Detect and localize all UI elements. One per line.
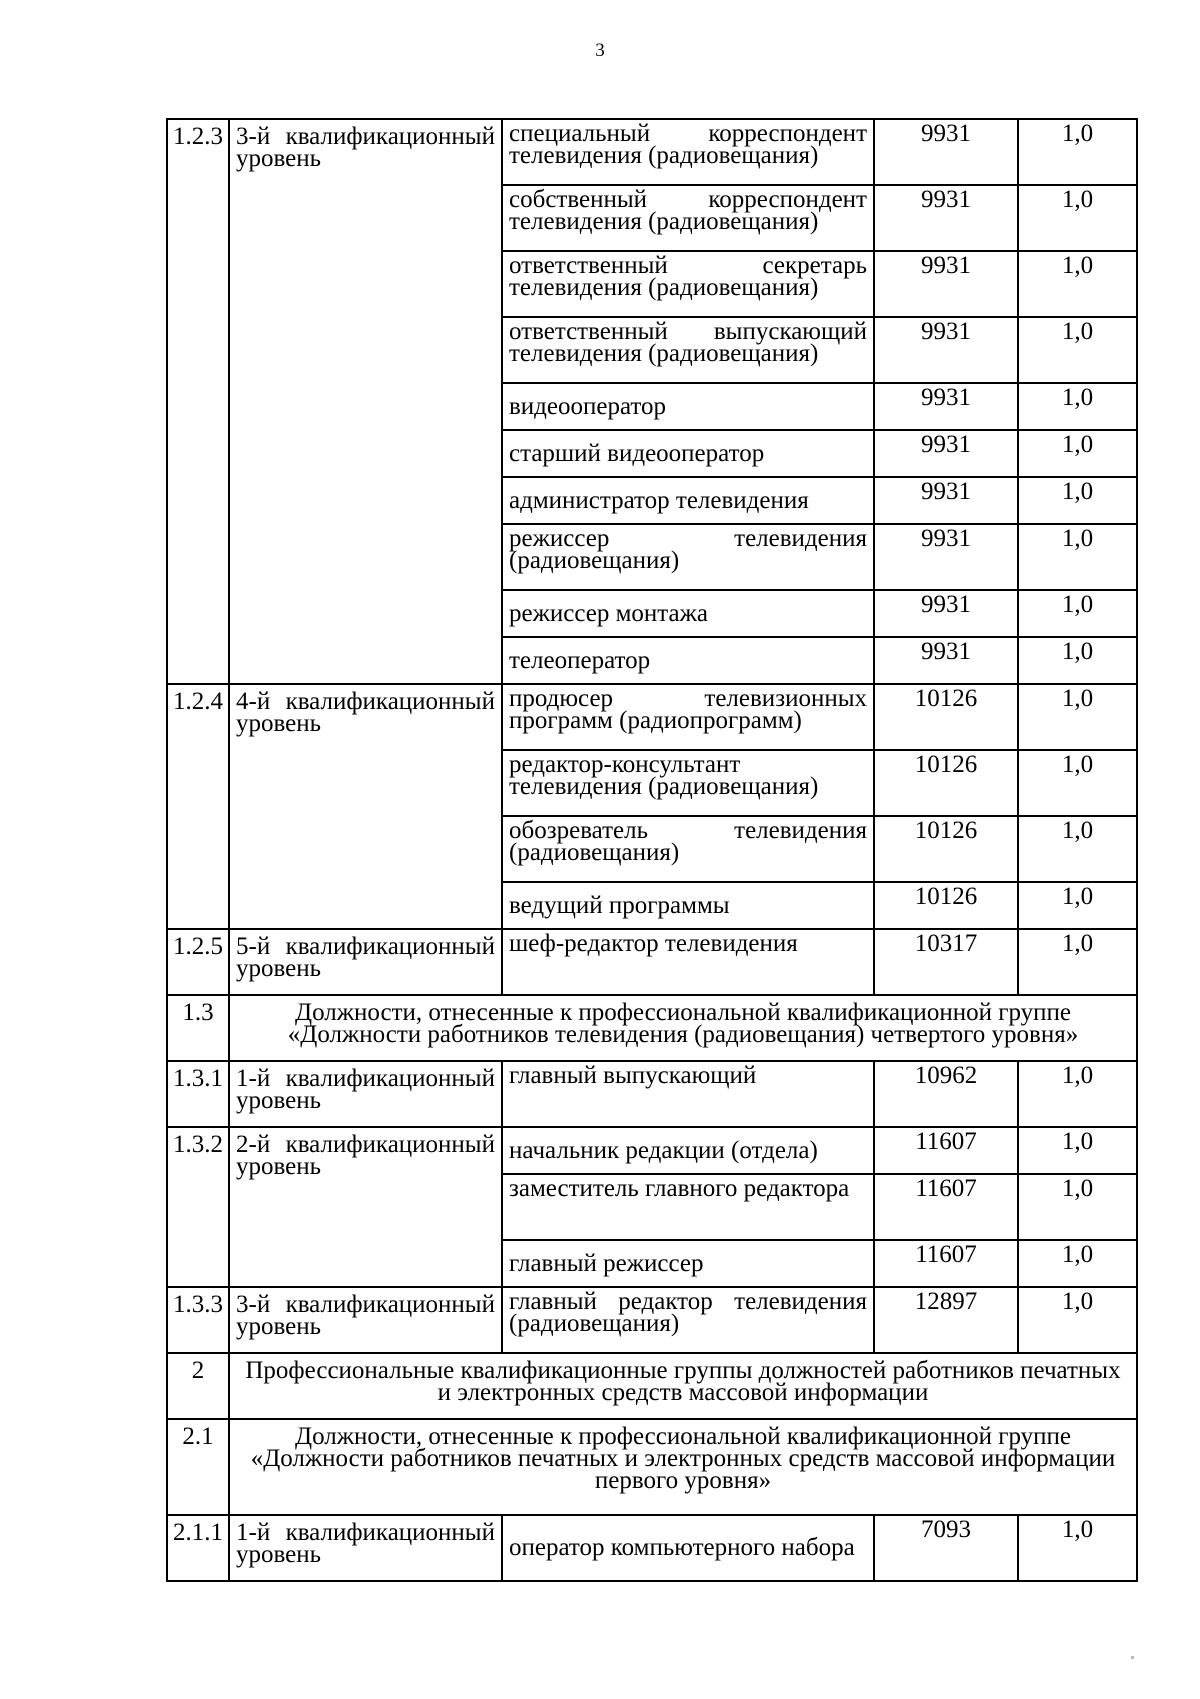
coefficient-cell: 1,0 bbox=[1018, 929, 1137, 995]
table-row bbox=[167, 1061, 1137, 1127]
coefficient-cell: 1,0 bbox=[1018, 383, 1137, 430]
table-row bbox=[167, 1287, 1137, 1353]
position-cell: специальный корреспондент телевидения (радиовещания) bbox=[502, 119, 874, 185]
position-cell: заместитель главного редактора bbox=[502, 1174, 874, 1240]
salary-cell: 9931 bbox=[874, 383, 1018, 430]
group-title-cell: Должности, отнесенные к профессиональной квалификационной группе «Должности работников печатных и электронных средств массовой информации первого уровня» bbox=[229, 1419, 1137, 1515]
qualification-level-cell: 2-й квалификационный уровень bbox=[229, 1127, 502, 1287]
coefficient-cell: 1,0 bbox=[1018, 750, 1137, 816]
coefficient-cell: 1,0 bbox=[1018, 1240, 1137, 1287]
qualification-level-cell: 3-й квалификационный уровень bbox=[229, 119, 502, 684]
level-code-cell: 1.2.5 bbox=[167, 929, 229, 995]
coefficient-cell: 1,0 bbox=[1018, 524, 1137, 590]
salary-cell: 9931 bbox=[874, 590, 1018, 637]
salary-cell: 11607 bbox=[874, 1127, 1018, 1174]
page-number: 3 bbox=[595, 40, 605, 61]
table-body bbox=[167, 119, 1137, 1581]
coefficient-cell: 1,0 bbox=[1018, 1515, 1137, 1581]
qualification-level-cell: 1-й квалификационный уровень bbox=[229, 1515, 502, 1581]
level-code-cell: 1.2.4 bbox=[167, 684, 229, 929]
coefficient-cell: 1,0 bbox=[1018, 119, 1137, 185]
group-title-cell: Должности, отнесенные к профессиональной квалификационной группе «Должности работников телевидения (радиовещания) четвертого уровня» bbox=[229, 995, 1137, 1061]
position-cell: обозреватель телевидения (радиовещания) bbox=[502, 816, 874, 882]
position-cell: главный редактор телевидения (радиовещания) bbox=[502, 1287, 874, 1353]
salary-cell: 9931 bbox=[874, 430, 1018, 477]
salary-cell: 9931 bbox=[874, 524, 1018, 590]
salary-cell: 9931 bbox=[874, 637, 1018, 684]
salary-cell: 10317 bbox=[874, 929, 1018, 995]
group-header-row bbox=[167, 1419, 1137, 1515]
position-cell: ответственный выпускающий телевидения (радиовещания) bbox=[502, 317, 874, 383]
salary-cell: 9931 bbox=[874, 119, 1018, 185]
table-row bbox=[167, 119, 1137, 185]
level-code-cell: 1.3.1 bbox=[167, 1061, 229, 1127]
position-cell: телеоператор bbox=[502, 637, 874, 684]
qualification-level-cell: 4-й квалификационный уровень bbox=[229, 684, 502, 929]
qualification-level-cell: 1-й квалификационный уровень bbox=[229, 1061, 502, 1127]
salary-cell: 9931 bbox=[874, 185, 1018, 251]
coefficient-cell: 1,0 bbox=[1018, 430, 1137, 477]
position-cell: старший видеооператор bbox=[502, 430, 874, 477]
salary-cell: 10126 bbox=[874, 684, 1018, 750]
position-cell: режиссер монтажа bbox=[502, 590, 874, 637]
coefficient-cell: 1,0 bbox=[1018, 882, 1137, 929]
position-cell: шеф-редактор телевидения bbox=[502, 929, 874, 995]
position-cell: продюсер телевизионных программ (радиопрограмм) bbox=[502, 684, 874, 750]
position-cell: ответственный секретарь телевидения (радиовещания) bbox=[502, 251, 874, 317]
group-code-cell: 2 bbox=[167, 1353, 229, 1419]
coefficient-cell: 1,0 bbox=[1018, 1127, 1137, 1174]
salary-cell: 11607 bbox=[874, 1174, 1018, 1240]
table-row bbox=[167, 1127, 1137, 1174]
position-cell: видеооператор bbox=[502, 383, 874, 430]
salary-cell: 10126 bbox=[874, 750, 1018, 816]
level-code-cell: 1.3.3 bbox=[167, 1287, 229, 1353]
qualification-level-cell: 5-й квалификационный уровень bbox=[229, 929, 502, 995]
group-code-cell: 2.1 bbox=[167, 1419, 229, 1515]
salary-cell: 11607 bbox=[874, 1240, 1018, 1287]
coefficient-cell: 1,0 bbox=[1018, 251, 1137, 317]
salary-cell: 9931 bbox=[874, 317, 1018, 383]
scan-speck bbox=[1131, 1656, 1134, 1659]
position-cell: редактор-консультант телевидения (радиовещания) bbox=[502, 750, 874, 816]
coefficient-cell: 1,0 bbox=[1018, 1287, 1137, 1353]
salary-table bbox=[166, 118, 1138, 1582]
coefficient-cell: 1,0 bbox=[1018, 590, 1137, 637]
level-code-cell: 1.3.2 bbox=[167, 1127, 229, 1287]
coefficient-cell: 1,0 bbox=[1018, 1174, 1137, 1240]
group-header-row bbox=[167, 995, 1137, 1061]
coefficient-cell: 1,0 bbox=[1018, 684, 1137, 750]
group-code-cell: 1.3 bbox=[167, 995, 229, 1061]
salary-cell: 10126 bbox=[874, 882, 1018, 929]
position-cell: оператор компьютерного набора bbox=[502, 1515, 874, 1581]
coefficient-cell: 1,0 bbox=[1018, 477, 1137, 524]
table-row bbox=[167, 929, 1137, 995]
group-title-cell: Профессиональные квалификационные группы должностей работников печатных и электронных средств массовой информации bbox=[229, 1353, 1137, 1419]
salary-cell: 7093 bbox=[874, 1515, 1018, 1581]
table-row bbox=[167, 1515, 1137, 1581]
group-header-row bbox=[167, 1353, 1137, 1419]
position-cell: администратор телевидения bbox=[502, 477, 874, 524]
coefficient-cell: 1,0 bbox=[1018, 1061, 1137, 1127]
table-row bbox=[167, 684, 1137, 750]
coefficient-cell: 1,0 bbox=[1018, 317, 1137, 383]
salary-cell: 9931 bbox=[874, 251, 1018, 317]
position-cell: ведущий программы bbox=[502, 882, 874, 929]
coefficient-cell: 1,0 bbox=[1018, 816, 1137, 882]
position-cell: собственный корреспондент телевидения (радиовещания) bbox=[502, 185, 874, 251]
position-cell: начальник редакции (отдела) bbox=[502, 1127, 874, 1174]
salary-cell: 10126 bbox=[874, 816, 1018, 882]
level-code-cell: 2.1.1 bbox=[167, 1515, 229, 1581]
qualification-level-cell: 3-й квалификационный уровень bbox=[229, 1287, 502, 1353]
position-cell: режиссер телевидения (радиовещания) bbox=[502, 524, 874, 590]
salary-cell: 10962 bbox=[874, 1061, 1018, 1127]
level-code-cell: 1.2.3 bbox=[167, 119, 229, 684]
position-cell: главный режиссер bbox=[502, 1240, 874, 1287]
salary-cell: 12897 bbox=[874, 1287, 1018, 1353]
coefficient-cell: 1,0 bbox=[1018, 185, 1137, 251]
position-cell: главный выпускающий bbox=[502, 1061, 874, 1127]
coefficient-cell: 1,0 bbox=[1018, 637, 1137, 684]
salary-cell: 9931 bbox=[874, 477, 1018, 524]
